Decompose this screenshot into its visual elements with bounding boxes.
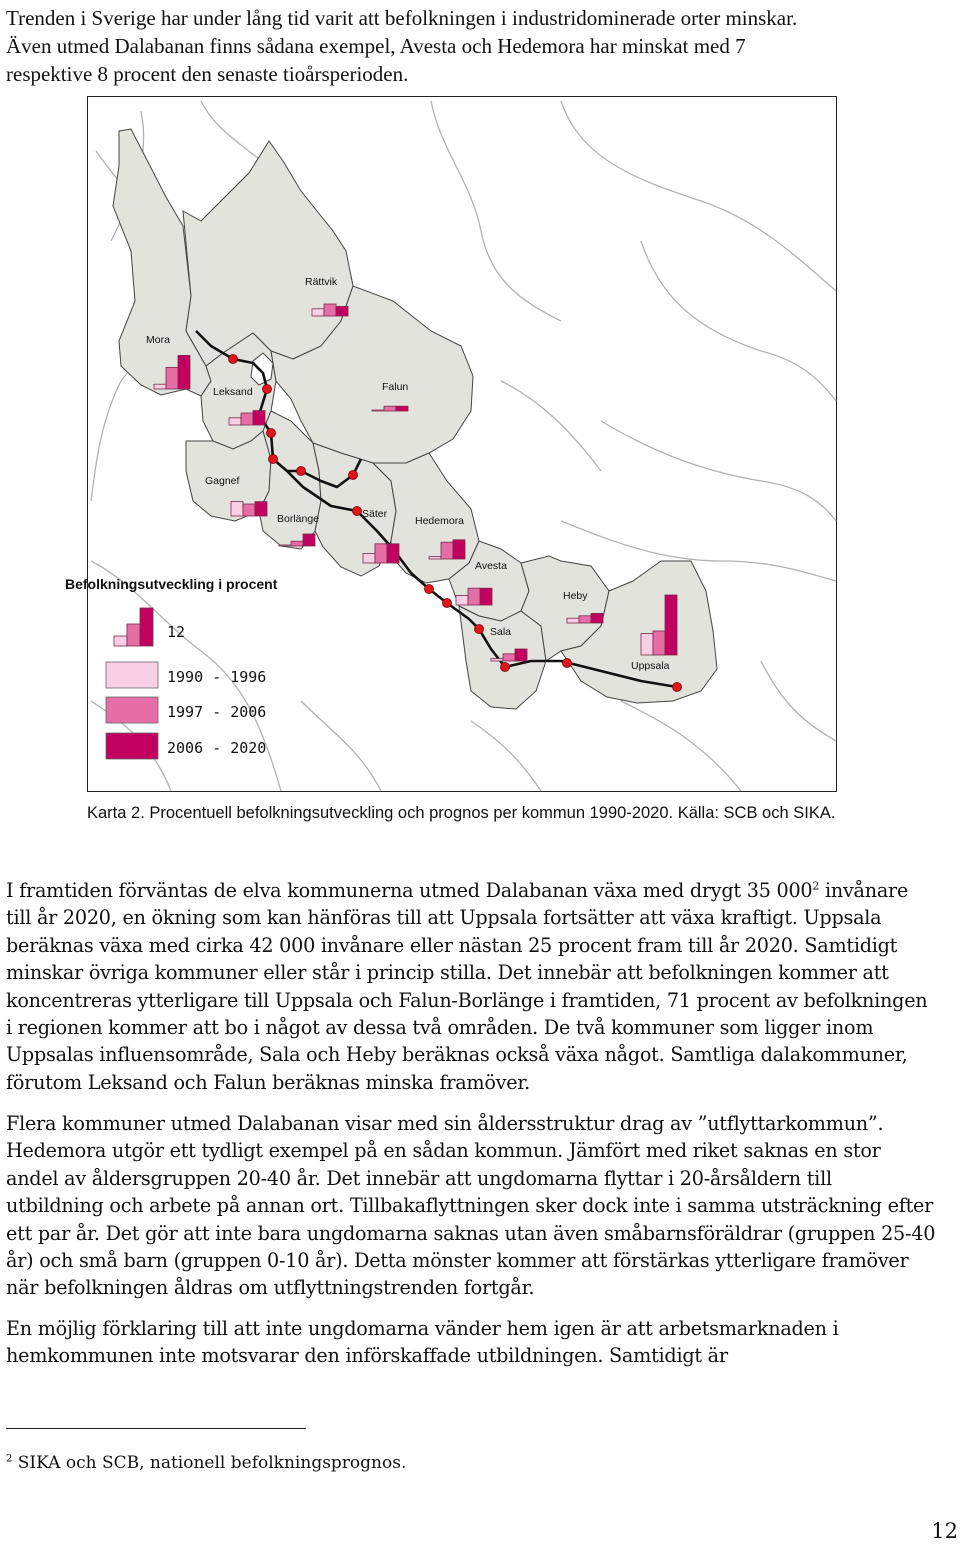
population-bar-säter xyxy=(363,553,375,563)
footnote-reference: 2 xyxy=(812,879,820,893)
population-bar-säter xyxy=(387,544,399,563)
paragraph-line-text: I framtiden förväntas de elva kommunerna utmed Dalabanan växa med drygt 35 000 xyxy=(6,879,813,902)
paragraph-line: Hedemora utgör ett tydligt exempel på en sådan kommun. Jämfört med riket saknas en stor xyxy=(6,1139,881,1163)
paragraph-line: En möjlig förklaring till att inte ungdomarna vänder hem igen är att arbetsmarknaden i xyxy=(6,1317,839,1340)
station-marker xyxy=(267,429,276,438)
population-bar-mora xyxy=(178,355,190,389)
legend-label-1990-1996: 1990 - 1996 xyxy=(167,668,267,686)
page-number: 12 xyxy=(931,1519,958,1543)
intro-paragraph xyxy=(6,4,946,88)
population-bar-heby xyxy=(579,616,591,623)
population-bar-falun xyxy=(384,406,396,411)
intro-line: Trenden i Sverige har under lång tid varit att befolkningen i industridominerade orter minskar. xyxy=(6,6,798,30)
population-bar-leksand xyxy=(253,411,265,425)
population-bar-hedemora xyxy=(429,557,441,559)
label-mora: Mora xyxy=(146,334,170,346)
paragraph-line: när befolkningen åldras om utflyttningstrenden fortgår. xyxy=(6,1276,535,1300)
paragraph-line: utbildning och arbete på annan ort. Tillbakaflyttningen sker dock inte i samma utsträckning efter xyxy=(6,1194,934,1218)
legend-label-2006-2020: 2006 - 2020 xyxy=(167,739,267,757)
station-marker xyxy=(475,625,484,634)
paragraph-line xyxy=(6,877,961,904)
legend-swatch-1997-2006 xyxy=(106,697,158,723)
population-bar-leksand xyxy=(229,418,241,425)
population-bar-sala xyxy=(515,649,527,661)
paragraph-line: till år 2020, en ökning som kan hänföras till att Uppsala fortsätter att växa kraftigt. Uppsala xyxy=(6,906,882,930)
population-bar-avesta xyxy=(480,588,492,605)
footnote-number: 2 xyxy=(6,1453,13,1465)
label-sater: Säter xyxy=(362,508,388,520)
paragraph-line: beräknas växa med cirka 42 000 invånare eller nästan 25 procent fram till år 2020. Samtidigt xyxy=(6,933,898,957)
legend-label-1997-2006: 1997 - 2006 xyxy=(167,703,267,721)
station-marker xyxy=(425,585,434,594)
population-bar-säter xyxy=(375,544,387,563)
legend-swatch-2006-2020 xyxy=(106,733,158,759)
label-sala: Sala xyxy=(490,626,512,638)
region-areas xyxy=(113,129,717,709)
station-marker xyxy=(673,683,682,692)
population-bar-falun xyxy=(372,410,384,411)
paragraph-explanation xyxy=(6,1315,961,1370)
station-marker xyxy=(269,455,278,464)
population-bar-heby xyxy=(591,613,603,623)
station-marker xyxy=(443,599,452,608)
population-bar-mora xyxy=(154,384,166,389)
paragraph-line: förutom Leksand och Falun beräknas minska framöver. xyxy=(6,1070,531,1094)
population-bar-gagnef xyxy=(243,504,255,516)
paragraph-line: koncentreras ytterligare till Uppsala och Falun-Borlänge i framtiden, 71 procent av befolkningen xyxy=(6,988,928,1012)
population-bar-uppsala xyxy=(665,595,677,655)
map-svg xyxy=(65,97,836,791)
population-bar-rättvik xyxy=(312,309,324,316)
population-bar-avesta xyxy=(456,595,468,605)
population-bar-borlänge xyxy=(303,534,315,546)
population-bar-hedemora xyxy=(441,542,453,559)
intro-line: respektive 8 procent den senaste tioårsperioden. xyxy=(6,62,409,86)
population-bar-gagnef xyxy=(255,502,267,516)
population-bar-avesta xyxy=(468,588,480,605)
paragraph-line: Flera kommuner utmed Dalabanan visar med sin åldersstruktur drag av ”utflyttarkommun”. xyxy=(6,1112,884,1135)
label-hedemora: Hedemora xyxy=(415,515,465,527)
population-bar-mora xyxy=(166,367,178,389)
label-avesta: Avesta xyxy=(475,560,507,572)
label-gagnef: Gagnef xyxy=(205,475,240,487)
station-marker xyxy=(501,663,510,672)
population-bar-borlänge xyxy=(279,545,291,546)
legend-scale-bar xyxy=(114,636,127,646)
legend-title: Befolkningsutveckling i procent xyxy=(65,576,278,592)
paragraph-line: minskar övriga kommuner eller står i princip stilla. Det innebär att befolkningen kommer att xyxy=(6,961,889,985)
footnote-divider xyxy=(6,1428,306,1429)
intro-line: Även utmed Dalabanan finns sådana exempel, Avesta och Hedemora har minskat med 7 xyxy=(6,34,746,58)
station-marker xyxy=(297,467,306,476)
station-marker xyxy=(229,355,238,364)
population-bar-hedemora xyxy=(453,540,465,559)
population-bar-uppsala xyxy=(641,633,653,655)
population-bar-sala xyxy=(491,659,503,661)
footnote xyxy=(6,1453,406,1473)
map-caption: Karta 2. Procentuell befolkningsutveckling och prognos per kommun 1990-2020. Källa: SCB och SIKA. xyxy=(87,804,836,822)
label-rattvik: Rättvik xyxy=(305,276,338,288)
legend-scale-bar xyxy=(127,624,140,646)
legend-scale-bars xyxy=(114,608,153,646)
label-uppsala: Uppsala xyxy=(631,660,670,672)
map-legend xyxy=(65,576,278,759)
paragraph-line: i regionen kommer att bo i något av dessa två områden. De två kommuner som ligger inom xyxy=(6,1016,874,1040)
population-bar-gagnef xyxy=(231,502,243,516)
legend-swatch-1990-1996 xyxy=(106,662,158,688)
paragraph-line: hemkommunen inte motsvarar den införskaffade utbildningen. Samtidigt är xyxy=(6,1344,728,1368)
paragraph-line: andel av åldersgruppen 20-40 år. Det innebär att ungdomarna flyttar i 20-årsåldern till xyxy=(6,1166,832,1190)
label-leksand: Leksand xyxy=(213,386,253,398)
population-bar-rättvik xyxy=(336,306,348,316)
population-bar-uppsala xyxy=(653,631,665,655)
station-marker xyxy=(563,659,572,668)
label-heby: Heby xyxy=(563,590,588,602)
legend-scale-bar xyxy=(140,608,153,646)
legend-scale-label: 12 xyxy=(167,623,186,641)
region-rattvik xyxy=(183,141,353,366)
footnote-text: SIKA och SCB, nationell befolkningsprognos. xyxy=(17,1453,407,1473)
population-bar-sala xyxy=(503,654,515,661)
paragraph-line: år) och små barn (gruppen 0-10 år). Detta mönster kommer att förstärkas ytterligare framöver xyxy=(6,1249,909,1273)
paragraph-line: ett par år. Det gör att inte bara ungdomarna saknas utan även småbarnsföräldrar (gruppen 25-40 xyxy=(6,1221,936,1245)
station-marker xyxy=(353,507,362,516)
label-borlange: Borlänge xyxy=(277,513,320,525)
population-bar-heby xyxy=(567,618,579,623)
paragraph-line: Uppsalas influensområde, Sala och Heby beräknas också växa något. Samtliga dalakommuner, xyxy=(6,1043,908,1067)
paragraph-population-forecast xyxy=(6,877,961,1096)
population-bar-rättvik xyxy=(324,304,336,316)
station-marker xyxy=(263,385,272,394)
population-map xyxy=(65,96,837,792)
paragraph-line-text: invånare xyxy=(819,879,909,902)
paragraph-age-structure xyxy=(6,1110,961,1302)
population-bar-leksand xyxy=(241,413,253,425)
label-falun: Falun xyxy=(382,381,409,393)
population-bar-borlänge xyxy=(291,541,303,546)
station-marker xyxy=(349,471,358,480)
population-bar-falun xyxy=(396,406,408,411)
